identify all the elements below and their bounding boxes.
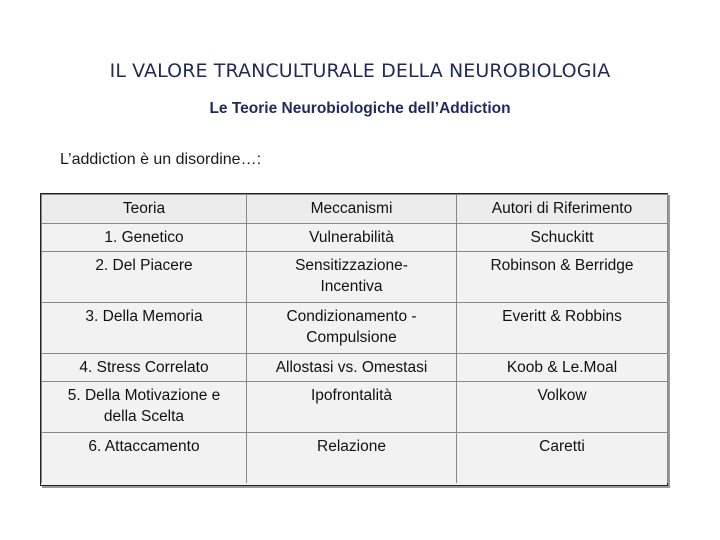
table-cell: Relazione [247,433,457,484]
header-cell-theory: Teoria [42,195,247,224]
theories-table [40,193,668,486]
table-cell: Schuckitt [457,224,668,252]
table-row [42,354,668,382]
table-row [42,303,668,354]
table-row [42,224,668,252]
table-cell: 2. Del Piacere [42,252,247,303]
table-header-row [42,195,668,224]
slide-title: IL VALORE TRANCULTURALE DELLA NEUROBIOLOGIA [109,60,611,82]
table-cell: Condizionamento - Compulsione [247,303,457,354]
header-cell-mechanisms: Meccanismi [247,195,457,224]
table-row [42,252,668,303]
table-cell: Caretti [457,433,668,484]
table-row [42,382,668,433]
table-cell: Volkow [457,382,668,433]
table-cell: 1. Genetico [42,224,247,252]
table-cell: Sensitizzazione- Incentiva [247,252,457,303]
table-row [42,433,668,484]
table-cell: 3. Della Memoria [42,303,247,354]
table-cell: 6. Attaccamento [42,433,247,484]
table-cell: 5. Della Motivazione e della Scelta [42,382,247,433]
table-cell: Ipofrontalità [247,382,457,433]
table-cell: Robinson & Berridge [457,252,668,303]
table-cell: Koob & Le.Moal [457,354,668,382]
table-cell: Allostasi vs. Omestasi [247,354,457,382]
slide-subtitle: Le Teorie Neurobiologiche dell’Addiction [209,100,511,117]
table-cell: Everitt & Robbins [457,303,668,354]
intro-text: L’addiction è un disordine…: [60,151,262,168]
table-cell: Vulnerabilità [247,224,457,252]
table-cell: 4. Stress Correlato [42,354,247,382]
header-cell-authors: Autori di Riferimento [457,195,668,224]
